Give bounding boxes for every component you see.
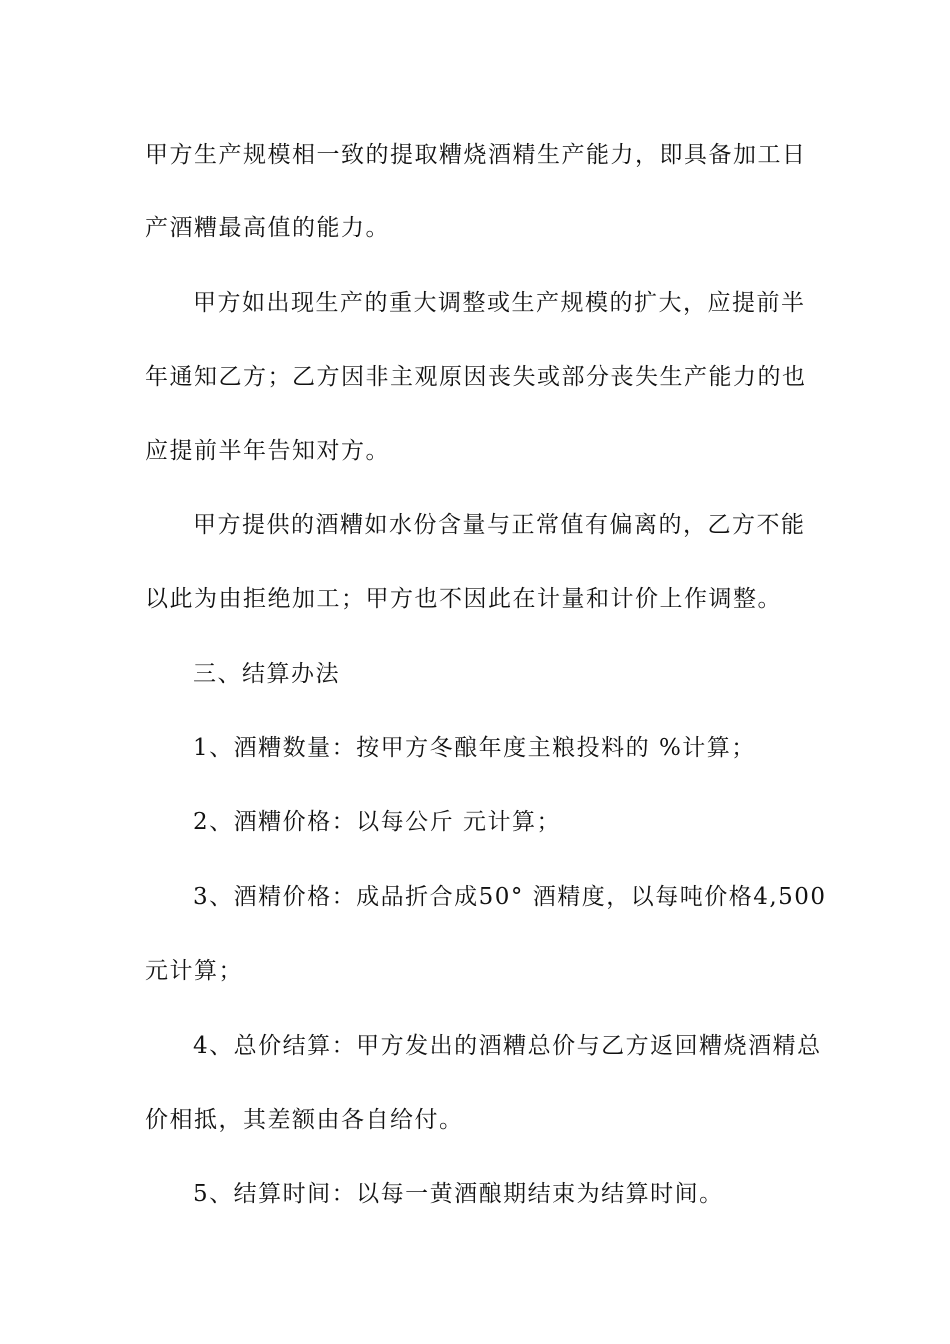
list-item: 5、结算时间：以每一黄酒酿期结束为结算时间。 — [193, 1181, 724, 1207]
list-item-continuation: 元计算； — [145, 958, 243, 984]
paragraph-line: 年通知乙方；乙方因非主观原因丧失或部分丧失生产能力的也 — [145, 364, 807, 390]
list-item: 4、总价结算：甲方发出的酒糟总价与乙方返回糟烧酒精总 — [193, 1033, 822, 1059]
list-item-continuation: 价相抵，其差额由各自给付。 — [145, 1107, 464, 1133]
paragraph-line: 以此为由拒绝加工；甲方也不因此在计量和计价上作调整。 — [145, 586, 782, 612]
list-item: 1、酒糟数量：按甲方冬酿年度主粮投料的 %计算； — [193, 735, 756, 761]
list-item: 2、酒糟价格：以每公斤 元计算； — [193, 809, 561, 835]
paragraph-line: 甲方提供的酒糟如水份含量与正常值有偏离的，乙方不能 — [193, 512, 806, 538]
section-heading: 三、结算办法 — [193, 661, 340, 687]
paragraph-line: 甲方如出现生产的重大调整或生产规模的扩大，应提前半 — [193, 290, 806, 316]
paragraph-line: 产酒糟最高值的能力。 — [145, 215, 390, 241]
paragraph-line: 应提前半年告知对方。 — [145, 438, 390, 464]
list-item: 3、酒精价格：成品折合成50° 酒精度，以每吨价格4,500 — [193, 884, 827, 910]
paragraph-line: 甲方生产规模相一致的提取糟烧酒精生产能力，即具备加工日 — [145, 142, 807, 168]
